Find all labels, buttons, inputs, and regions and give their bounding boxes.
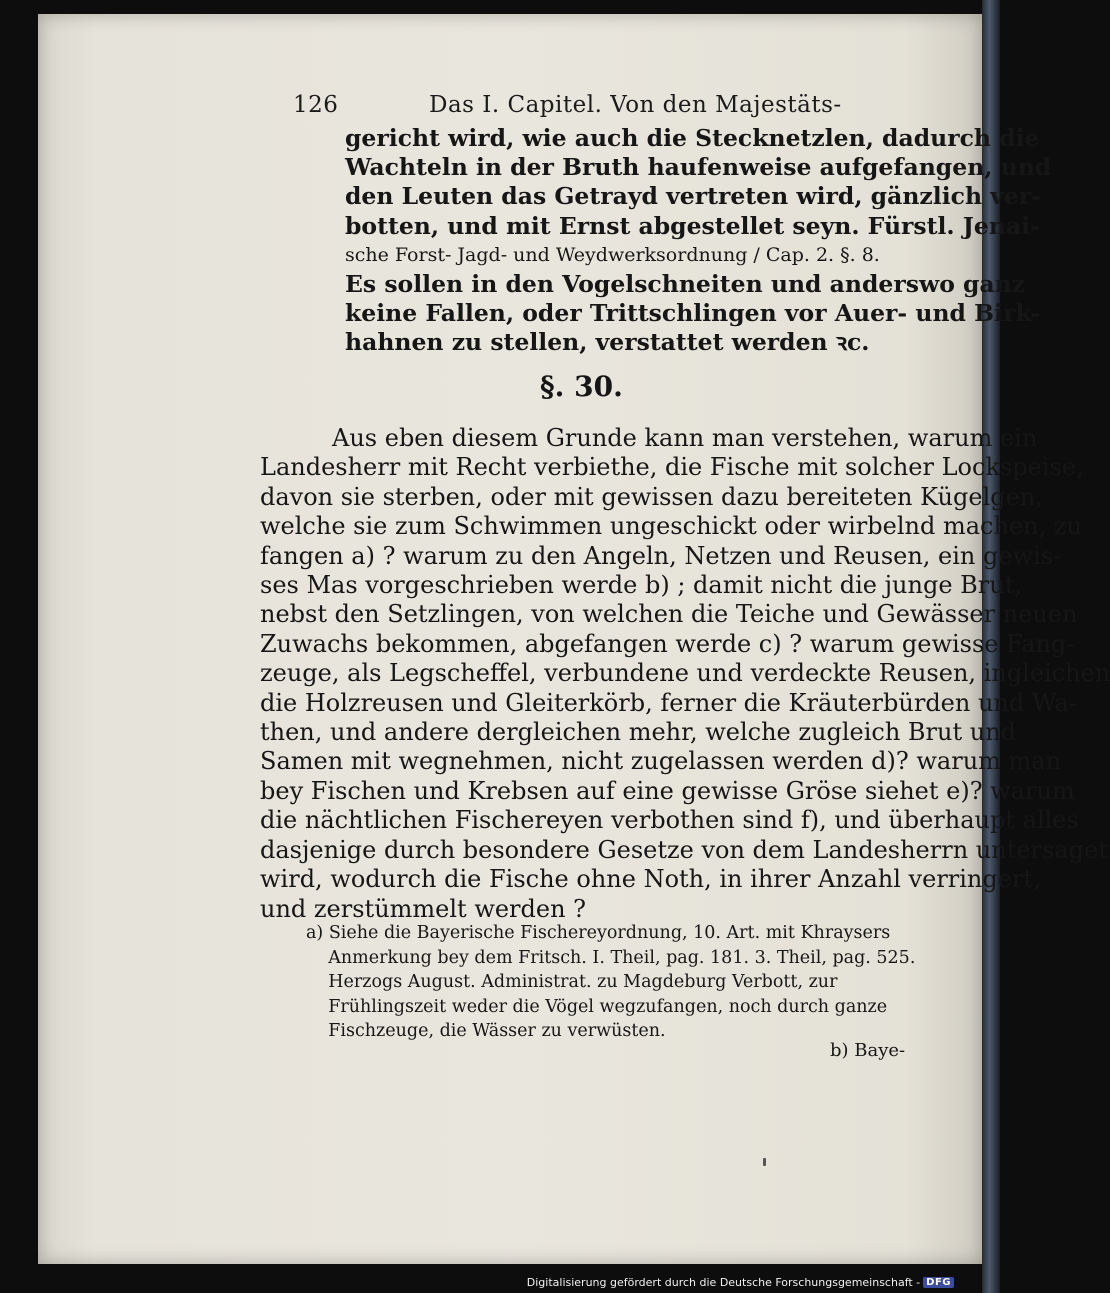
paragraph-line: Zuwachs bekommen, abgefangen werde c) ? warum gewisse Fang- — [260, 629, 1075, 658]
footnote-line: Anmerkung bey dem Fritsch. I. Theil, pag. 181. 3. Theil, pag. 525. — [306, 947, 916, 968]
text-line: Es sollen in den Vogelschneiten und anderswo ganz — [345, 270, 1026, 299]
footnote-line: Frühlingszeit weder die Vögel wegzufangen, noch durch ganze — [306, 996, 888, 1017]
paragraph-line: Samen mit wegnehmen, nicht zugelassen werden d)? warum man — [260, 747, 1062, 776]
dfg-logo-icon: DFG — [923, 1277, 954, 1288]
paragraph-line: bey Fischen und Krebsen auf eine gewisse Gröse siehet e)? warum — [260, 776, 1075, 805]
paragraph-line: dasjenige durch besondere Gesetze von dem Landesherrn untersaget — [260, 835, 1108, 864]
catchword: b) Baye- — [830, 1040, 906, 1061]
paragraph-line: welche sie zum Schwimmen ungeschickt oder wirbelnd machen, zu — [260, 512, 1082, 541]
paper-speck — [763, 1158, 766, 1166]
footnote-line: Fischzeuge, die Wässer zu verwüsten. — [306, 1021, 666, 1041]
paragraph-line: ses Mas vorgeschrieben werde b) ; damit nicht die junge Brut, — [260, 571, 1022, 600]
paragraph-line: zeuge, als Legscheffel, verbundene und verdeckte Reusen, ingleichen — [260, 659, 1110, 688]
paragraph-line: then, und andere dergleichen mehr, welche zugleich Brut und — [260, 718, 1017, 747]
paragraph-line: Landesherr mit Recht verbiethe, die Fische mit solcher Lockspeise, — [260, 453, 1084, 482]
paragraph-line: und zerstümmelt werden ? — [260, 894, 587, 923]
paragraph-line: fangen a) ? warum zu den Angeln, Netzen und Reusen, ein gewis- — [260, 541, 1062, 570]
footnote-line: a) Siehe die Bayerische Fischereyordnung, 10. Art. mit Khraysers — [306, 923, 891, 943]
section-heading: §. 30. — [540, 370, 623, 403]
main-paragraph — [260, 424, 1110, 924]
text-line: keine Fallen, oder Trittschlingen vor Auer- und Birk- — [345, 299, 1041, 328]
paragraph-line: die nächtlichen Fischereyen verbothen sind f), und überhaupt alles — [260, 806, 1079, 835]
running-title: Das I. Capitel. Von den Majestäts- — [429, 92, 842, 118]
paragraph-line: nebst den Setzlingen, von welchen die Teiche und Gewässer neuen — [260, 600, 1078, 629]
footnote-line: Herzogs August. Administrat. zu Magdeburg Verbott, zur — [306, 972, 838, 992]
page-number: 126 — [293, 92, 339, 118]
paragraph-line: wird, wodurch die Fische ohne Noth, in ihrer Anzahl verringert, — [260, 865, 1041, 894]
footer-credit: Digitalisierung gefördert durch die Deutsche Forschungsgemeinschaft - — [526, 1275, 921, 1289]
text-line: gericht wird, wie auch die Stecknetzlen, dadurch die — [345, 124, 1040, 152]
text-line: den Leuten das Getrayd vertreten wird, gänzlich ver- — [345, 182, 1041, 211]
paragraph-line: Aus eben diesem Grunde kann man verstehen, warum ein — [332, 424, 1038, 452]
text-line: botten, und mit Ernst abgestellet seyn. Fürstl. Jenai- — [345, 211, 1040, 240]
text-line: hahnen zu stellen, verstattet werden ꝛc. — [345, 328, 870, 357]
paragraph-line: die Holzreusen und Gleiterkörb, ferner die Kräuterbürden und Wa- — [260, 688, 1077, 717]
continuation-text — [345, 124, 1051, 358]
digitization-footer — [527, 1275, 954, 1289]
citation-line: sche Forst- Jagd- und Weydwerksordnung / Cap. 2. §. 8. — [345, 243, 880, 266]
footnotes — [306, 921, 915, 1044]
paragraph-line: davon sie sterben, oder mit gewissen dazu bereiteten Kügelgen, — [260, 482, 1043, 511]
text-line: Wachteln in der Bruth haufenweise aufgefangen, und — [345, 153, 1052, 182]
